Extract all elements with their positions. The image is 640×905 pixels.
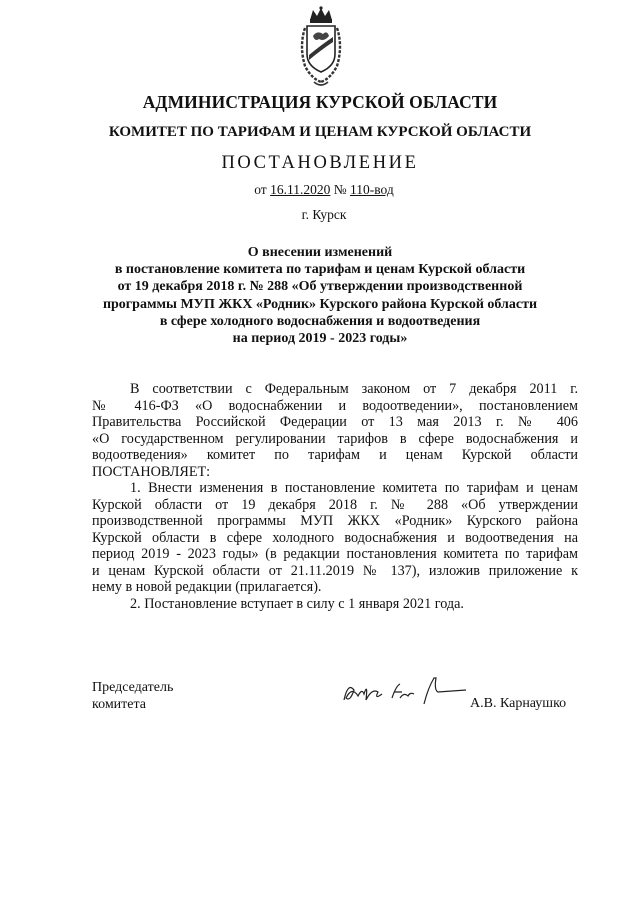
- handwritten-signature: [338, 668, 470, 712]
- preamble-line: «О государственном регулировании тарифов в сфере водоснабжения и: [92, 430, 578, 447]
- title-line: в постановление комитета по тарифам и ценам Курской области: [114, 262, 526, 278]
- coat-of-arms-emblem: [296, 6, 346, 90]
- position-line: комитета: [92, 697, 147, 712]
- preamble-line: № 416-ФЗ «О водоснабжении и водоотведении», постановлением: [92, 397, 578, 414]
- number-prefix: №: [330, 182, 350, 197]
- preamble-line: водоотведения» комитет по тарифам и ценам Курской области: [92, 447, 578, 463]
- document-title: [0, 244, 640, 347]
- signatory-position: [92, 679, 173, 713]
- preamble-line: Правительства Российской Федерации от 13 мая 2013 г. № 406: [92, 414, 578, 430]
- title-line: в сфере холодного водоснабжения и водоотведения: [159, 313, 481, 329]
- preamble-line: В соответствии с Федеральным законом от 7 декабря 2011 г.: [130, 381, 578, 397]
- item1-line: Курской области от 19 декабря 2018 г. № 288 «Об утверждении: [92, 496, 578, 513]
- document-body: [92, 381, 578, 612]
- title-line: от 19 декабря 2018 г. № 288 «Об утверждении производственной: [117, 279, 523, 295]
- preamble-line: ПОСТАНОВЛЯЕТ:: [92, 463, 211, 480]
- signatory-name: А.В. Карнаушко: [470, 696, 567, 711]
- item1-line: период 2019 - 2023 годы» (в редакции постановления комитета по тарифам: [92, 546, 578, 562]
- item2-line: 2. Постановление вступает в силу с 1 января 2021 года.: [130, 595, 464, 612]
- document-city: г. Курск: [301, 207, 347, 222]
- document-date-number: [4, 182, 640, 198]
- title-line: на период 2019 - 2023 годы»: [232, 331, 408, 347]
- item1-line: 1. Внести изменения в постановление комитета по тарифам и ценам: [130, 480, 578, 496]
- document-date: 16.11.2020: [270, 182, 331, 197]
- org-name-committee: КОМИТЕТ ПО ТАРИФАМ И ЦЕНАМ КУРСКОЙ ОБЛАСТИ: [108, 124, 532, 140]
- document-number: 110-вод: [349, 182, 394, 197]
- item1-line: и ценам Курской области от 21.11.2019 № 137), изложив приложение к: [92, 562, 578, 579]
- title-line: О внесении изменений: [247, 245, 393, 260]
- date-prefix: от: [254, 182, 271, 197]
- title-line: программы МУП ЖКХ «Родник» Курского района Курской области: [102, 296, 538, 312]
- item1-line: производственной программы МУП ЖКХ «Родник» Курского района: [92, 513, 578, 529]
- org-name-administration: АДМИНИСТРАЦИЯ КУРСКОЙ ОБЛАСТИ: [142, 92, 498, 112]
- document-type-heading: ПОСТАНОВЛЕНИЕ: [221, 153, 419, 173]
- position-line: Председатель: [92, 680, 174, 695]
- item1-line: нему в новой редакции (прилагается).: [92, 579, 322, 595]
- item1-line: Курской области в сфере холодного водоснабжения и водоотведения на: [92, 529, 578, 546]
